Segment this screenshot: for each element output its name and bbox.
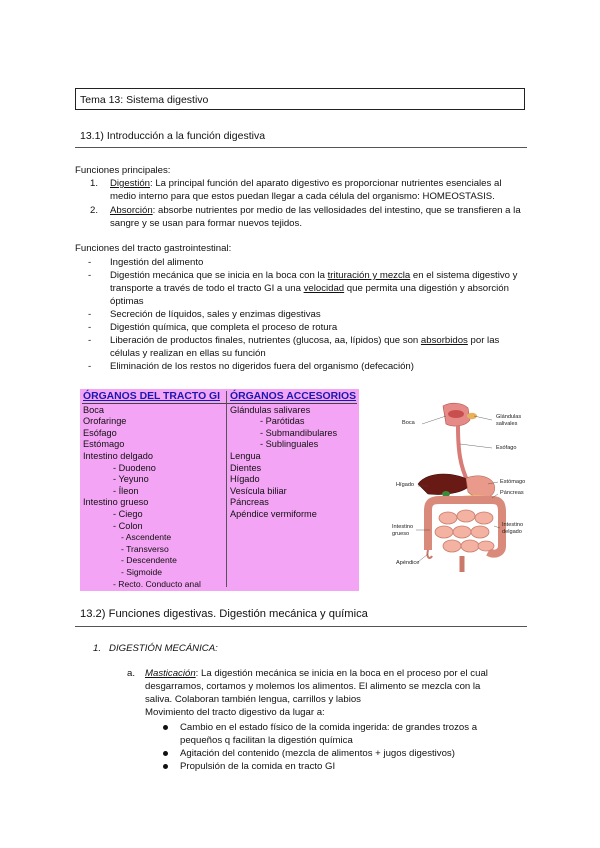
table-row: Páncreas bbox=[230, 497, 269, 508]
tract-label: Funciones del tracto gastrointestinal: bbox=[75, 243, 232, 254]
section1-heading: 13.1) Introducción a la función digestiva bbox=[80, 130, 266, 142]
table-row: Hígado bbox=[230, 474, 260, 485]
label-pancreas: Páncreas bbox=[500, 490, 524, 496]
label-boca: Boca bbox=[402, 420, 415, 426]
principal-item-2: 2. Absorción: absorbe nutrientes por medio de las vellosidades del intestino, que se transfieren a la sangre y se usan para formar nuevos tejidos. bbox=[90, 205, 521, 229]
table-row: - Colon bbox=[113, 520, 143, 531]
movement-label: Movimiento del tracto digestivo da lugar a: bbox=[145, 707, 325, 718]
movement-bullets bbox=[180, 721, 510, 773]
label-higado: Hígado bbox=[396, 482, 415, 488]
list-item: - Ingestión del alimento bbox=[88, 257, 204, 268]
list-item: - Digestión mecánica que se inicia en la boca con la trituración y mezcla en el sistema digestivo y transporte a través de todo el tracto GI a una velocidad que permita una digestión y absorción óptimas bbox=[88, 270, 518, 307]
section1-divider bbox=[75, 147, 527, 148]
table-row: - Sublinguales bbox=[260, 439, 319, 450]
table-row: - Duodeno bbox=[113, 462, 156, 473]
list-item: Propulsión de la comida en tracto GI bbox=[180, 760, 510, 773]
table-row: Lengua bbox=[230, 450, 261, 461]
organ-table bbox=[80, 389, 359, 591]
table-right-column bbox=[230, 391, 356, 521]
table-row: - Transverso bbox=[121, 543, 169, 554]
table-row: - Recto. Conducto anal bbox=[113, 578, 201, 589]
list-item: Cambio en el estado físico de la comida ingerida: de grandes trozos a pequeños q facilitan la digestión química bbox=[180, 721, 510, 747]
table-row: Orofaringe bbox=[83, 416, 127, 427]
table-row: Intestino grueso bbox=[83, 497, 149, 508]
table-row: Esófago bbox=[83, 427, 117, 438]
left-header: ÓRGANOS DEL TRACTO GI bbox=[83, 391, 221, 402]
list-item: Agitación del contenido (mezcla de alimentos + jugos digestivos) bbox=[180, 747, 510, 760]
right-header: ÓRGANOS ACCESORIOS bbox=[230, 391, 357, 402]
table-row: - Yeyuno bbox=[113, 474, 149, 485]
table-row: Dientes bbox=[230, 462, 262, 473]
table-row: Vesícula biliar bbox=[230, 485, 287, 496]
table-row: Estómago bbox=[83, 439, 125, 450]
tract-list bbox=[88, 256, 525, 373]
table-row: - Parótidas bbox=[260, 416, 305, 427]
table-row: - Descendente bbox=[121, 555, 177, 566]
list-item: - Liberación de productos finales, nutrientes (glucosa, aa, lípidos) que son absorbidos por las células y realizan en ellas su función bbox=[88, 335, 500, 359]
list-item: - Eliminación de los restos no digeridos fuera del organismo (defecación) bbox=[88, 361, 414, 372]
table-row: Boca bbox=[83, 404, 104, 415]
section2-heading: 13.2) Funciones digestivas. Digestión mecánica y química bbox=[80, 608, 368, 620]
table-row: Apéndice vermiforme bbox=[230, 508, 317, 519]
page-title: Tema 13: Sistema digestivo bbox=[75, 88, 525, 110]
digestive-system-illustration bbox=[388, 400, 538, 585]
label-glandulas: Glándulas salivales bbox=[496, 414, 522, 427]
masticacion-item: a. Masticación: La digestión mecánica se inicia en la boca en el proceso por el cual desgarramos, cortamos y molemos los alimentos. El alimento se mezcla con la saliva. Colaboran también lengua, carrillos y labios Movimiento del tracto digestivo da lugar a: bbox=[145, 667, 505, 719]
principal-label: Funciones principales: bbox=[75, 165, 171, 176]
table-row: - Ciego bbox=[113, 508, 143, 519]
label-apendice: Apéndice bbox=[396, 560, 420, 566]
term-digestion: Digestión bbox=[110, 178, 150, 189]
term-absorcion: Absorción bbox=[110, 205, 153, 216]
label-intestino-grueso: Intestino grueso bbox=[392, 524, 414, 537]
table-row: Intestino delgado bbox=[83, 450, 153, 461]
principal-item-1: 1. Digestión: La principal función del aparato digestivo es proporcionar nutrientes esenciales al medio interno para que estos puedan llegar a cada célula del organismo: HOMEOSTASIS. bbox=[90, 178, 502, 202]
table-row: - Íleon bbox=[113, 485, 139, 496]
table-left-column bbox=[83, 391, 220, 590]
label-estomago: Estómago bbox=[500, 479, 526, 485]
list-item: - Digestión química, que completa el proceso de rotura bbox=[88, 322, 338, 333]
table-row: - Submandibulares bbox=[260, 427, 338, 438]
table-row: Glándulas salivares bbox=[230, 404, 311, 415]
list-item: - Secreción de líquidos, sales y enzimas digestivas bbox=[88, 309, 321, 320]
table-row: - Ascendente bbox=[121, 532, 172, 543]
digestion-mecanica-item: 1. DIGESTIÓN MECÁNICA: bbox=[93, 643, 218, 654]
label-esofago: Esófago bbox=[496, 445, 517, 451]
table-row: - Sigmoide bbox=[121, 566, 163, 577]
table-column-divider bbox=[226, 391, 227, 587]
section2-divider bbox=[75, 626, 527, 627]
term-masticacion: Masticación bbox=[145, 668, 196, 679]
label-intestino-delgado: Intestino delgado bbox=[502, 522, 524, 535]
